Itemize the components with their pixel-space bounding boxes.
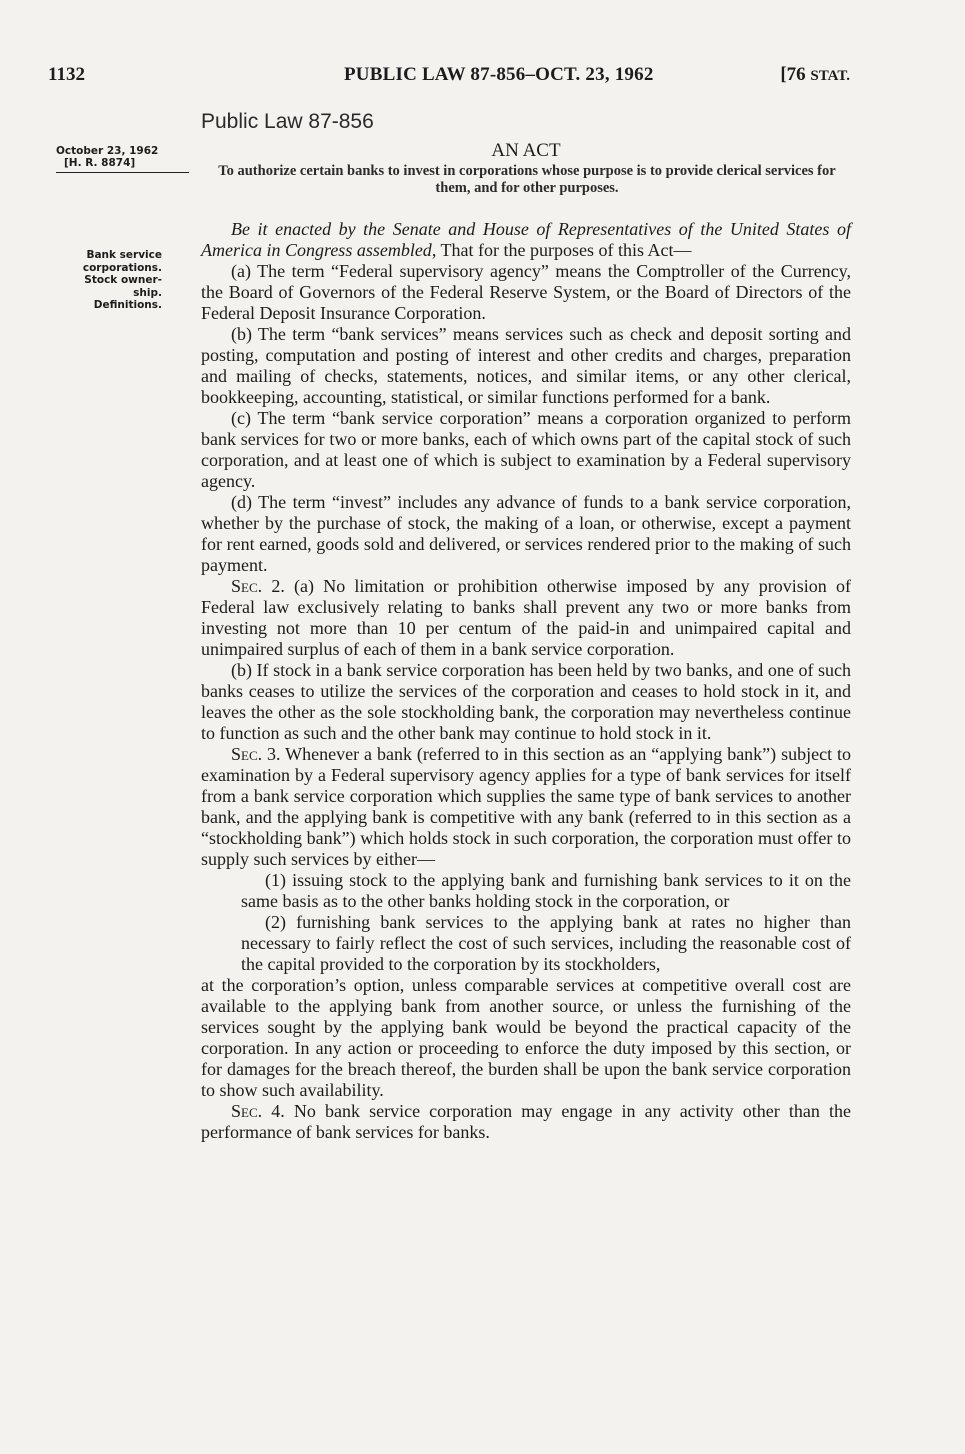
margin-divider [56, 172, 189, 173]
running-header [48, 64, 850, 90]
section-3-label: Sec. 3. [231, 744, 281, 764]
section-3 [201, 744, 851, 870]
volume-unit: STAT. [810, 68, 850, 84]
section-2-label: Sec. 2. [231, 576, 285, 596]
section-2a-text: (a) No limitation or prohibition otherwise imposed by any provision of Federal law exclusively relating to banks shall prevent any two or more banks from investing not more than 10 per centum of the paid-in and unimpaired capital and unimpaired surplus of each of them in a bank service corporation. [201, 576, 851, 659]
act-heading: AN ACT [491, 140, 561, 161]
section-3-continuation: at the corporation’s option, unless comparable services at competitive overall cost are available to the applying bank from another source, or unless the furnishing of the services sought by the applying bank would be beyond the practical capacity of the corporation. In any action or proceeding to enforce the duty imposed by this section, or for damages for the breach thereof, the burden shall be upon the bank service corporation to show such availability. [201, 975, 851, 1100]
paragraph-d: (d) The term “invest” includes any advance of funds to a bank service corporation, whether by the purchase of stock, the making of a loan, or otherwise, except a payment for rent earned, goods sold and delivered, or services rendered prior to the making of such payment. [201, 492, 851, 575]
volume-reference [780, 64, 850, 86]
section-4-text: No bank service corporation may engage in any activity other than the performance of bank services for banks. [201, 1101, 851, 1142]
margin-note: Definitions. [93, 299, 162, 311]
margin-note: corporations. [82, 261, 162, 274]
page-number: 1132 [48, 64, 85, 85]
paragraph-a: (a) The term “Federal supervisory agency” means the Comptroller of the Currency, the Board of Governors of the Federal Reserve System, or the Board of Directors of the Federal Deposit Insurance Corporation. [201, 261, 851, 323]
margin-date-block [56, 145, 186, 169]
enacting-clause-italic: Be it enacted by the Senate and House of Representatives of the United States of America in Congress assembled [201, 219, 851, 260]
margin-date: October 23, 1962 [56, 145, 159, 157]
paragraph-b: (b) The term “bank services” means services such as check and deposit sorting and posting, computation and posting of interest and other credits and charges, preparation and mailing of checks, statements, notices, and similar items, or any other clerical, bookkeeping, accounting, statistical, or similar functions performed for a bank. [201, 324, 851, 407]
act-purpose: To authorize certain banks to invest in corporations whose purpose is to provide clerical services for them, and for other purposes. [218, 163, 836, 196]
section-4-label: Sec. 4. [231, 1101, 285, 1121]
paragraph-c: (c) The term “bank service corporation” means a corporation organized to perform bank services for two or more banks, each of which owns part of the capital stock of such corporation, and at least one of which is subject to examination by a Federal supervisory agency. [201, 408, 851, 491]
margin-note: Stock owner- [84, 274, 162, 286]
section-2a [201, 576, 851, 660]
margin-note: Bank service [86, 249, 162, 261]
section-3-item-1: (1) issuing stock to the applying bank and furnishing bank services to it on the same basis as to the other banks holding stock in the corporation, or [241, 870, 851, 911]
margin-notes [52, 249, 162, 312]
section-3-text: Whenever a bank (referred to in this section as an “applying bank”) subject to examination by a Federal supervisory agency applies for a type of bank services for itself from a bank service corporation which supplies the same type of bank services to another bank, and the applying bank is competitive with any bank (referred to in this section as a “stockholding bank”) which holds stock in such corporation, the corporation must offer to supply such services by either— [201, 744, 852, 869]
section-4 [201, 1101, 851, 1143]
margin-bill-number: [H. R. 8874] [64, 157, 136, 169]
enacting-clause [201, 219, 851, 261]
volume-number: [76 [780, 64, 811, 85]
law-title: Public Law 87-856 [201, 110, 374, 133]
running-title: PUBLIC LAW 87-856–OCT. 23, 1962 [344, 64, 654, 85]
section-2b: (b) If stock in a bank service corporation has been held by two banks, and one of such banks ceases to utilize the services of the corporation and ceases to hold stock in it, and leaves the other as the sole stockholding bank, the corporation may nevertheless continue to function as such and the other bank may continue to hold stock in it. [201, 660, 851, 743]
section-3-item-2: (2) furnishing bank services to the applying bank at rates no higher than necessary to fairly reflect the cost of such services, including the reasonable cost of the capital provided to the corporation by its stockholders, [241, 912, 851, 974]
enacting-clause-rest: , That for the purposes of this Act— [431, 240, 692, 260]
margin-note: ship. [133, 286, 162, 299]
act-body [201, 219, 851, 1143]
